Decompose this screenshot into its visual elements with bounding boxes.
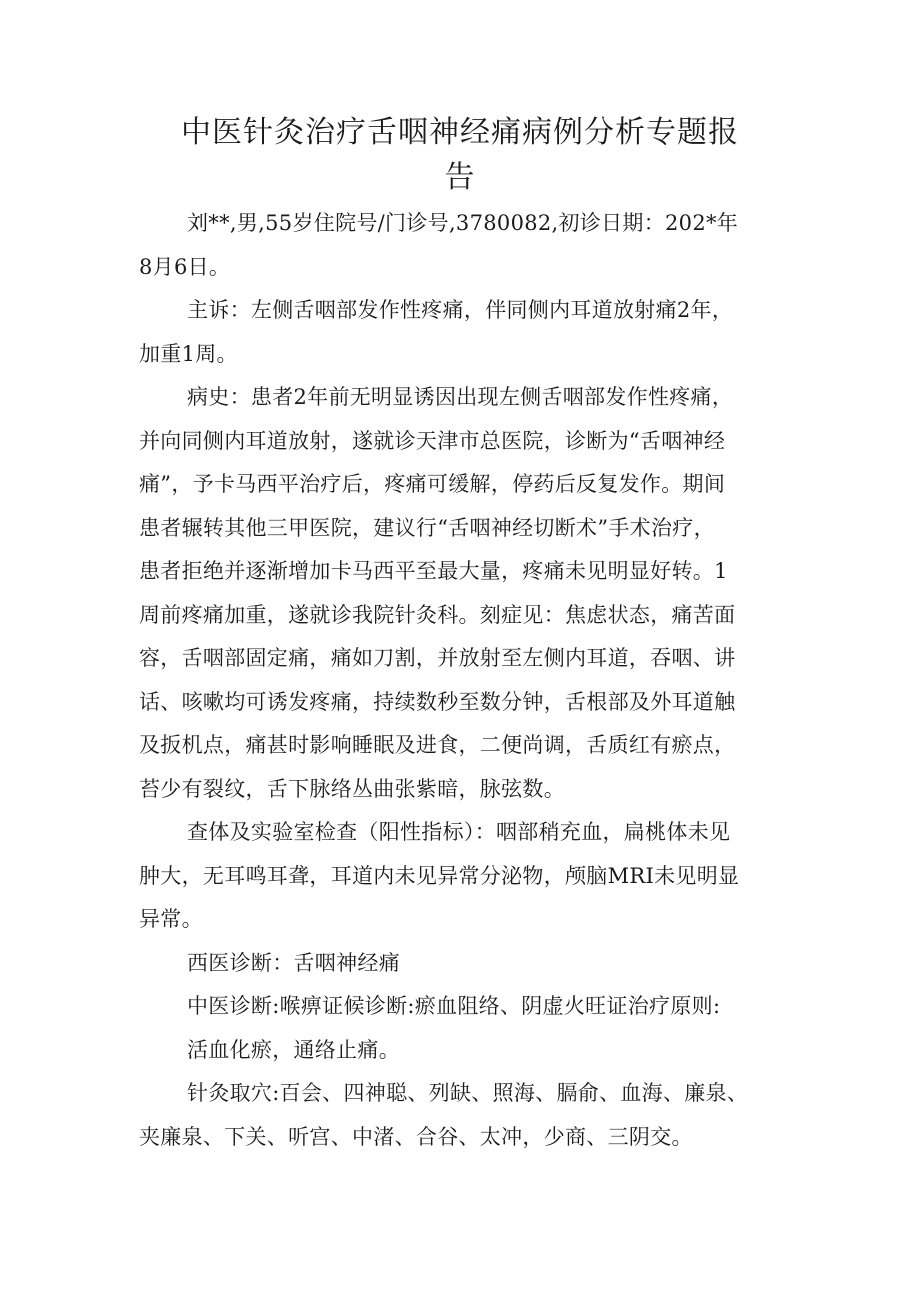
complaint-line-2: 加重1周。 [139,342,238,366]
complaint-line-1: 主诉：左侧舌咽部发作性疼痛，伴同侧内耳道放射痛2年， [187,298,734,322]
acupoints-line-2: 夹廉泉、下关、听宫、中渚、合谷、太冲，少商、三阴交。 [139,1125,693,1149]
exam-line-1: 查体及实验室检查（阳性指标）：咽部稍充血，扁桃体未见 [187,820,731,844]
acupoints-line-1: 针灸取穴:百会、四神聪、列缺、照海、膈俞、血海、廉泉、 [187,1081,749,1105]
history-line-1: 病史：患者2年前无明显诱因出现左侧舌咽部发作性疼痛， [187,385,734,409]
exam-line-2: 肿大，无耳鸣耳聋，耳道内未见异常分泌物，颅脑MRI未见明显 [139,864,740,888]
history-line-5: 患者拒绝并逐渐增加卡马西平至最大量，疼痛未见明显好转。1 [139,559,728,583]
tcm-diagnosis-line-2: 活血化瘀，通络止痛。 [187,1038,400,1062]
history-line-6: 周前疼痛加重，遂就诊我院针灸科。刻症见：焦虑状态，痛苦面 [139,603,736,627]
history-line-8: 话、咳嗽均可诱发疼痛，持续数秒至数分钟，舌根部及外耳道触 [139,690,736,714]
history-line-2: 并向同侧内耳道放射，遂就诊天津市总医院，诊断为“舌咽神经 [139,429,726,453]
patient-info-line-1: 刘**,男,55岁住院号/门诊号,3780082,初诊日期：202*年 [187,211,739,235]
document-title-line-1: 中医针灸治疗舌咽神经痛病例分析专题报 [181,115,739,150]
history-line-9: 及扳机点，痛甚时影响睡眠及进食，二便尚调，舌质红有瘀点， [139,733,736,757]
document-title-line-2: 告 [444,160,476,195]
western-diagnosis: 西医诊断：舌咽神经痛 [187,951,400,975]
exam-line-3: 异常。 [139,907,203,931]
history-line-10: 苔少有裂纹，舌下脉络丛曲张紫暗，脉弦数。 [139,777,565,801]
history-line-3: 痛”，予卡马西平治疗后，疼痛可缓解，停药后反复发作。期间 [139,472,726,496]
history-line-4: 患者辗转其他三甲医院，建议行“舌咽神经切断术”手术治疗， [139,516,715,540]
patient-info-line-2: 8月6日。 [139,255,231,279]
history-line-7: 容，舌咽部固定痛，痛如刀割，并放射至左侧内耳道，吞咽、讲 [139,646,736,670]
tcm-diagnosis-line-1: 中医诊断:喉痹证候诊断:瘀血阻络、阴虚火旺证治疗原则: [187,994,721,1018]
